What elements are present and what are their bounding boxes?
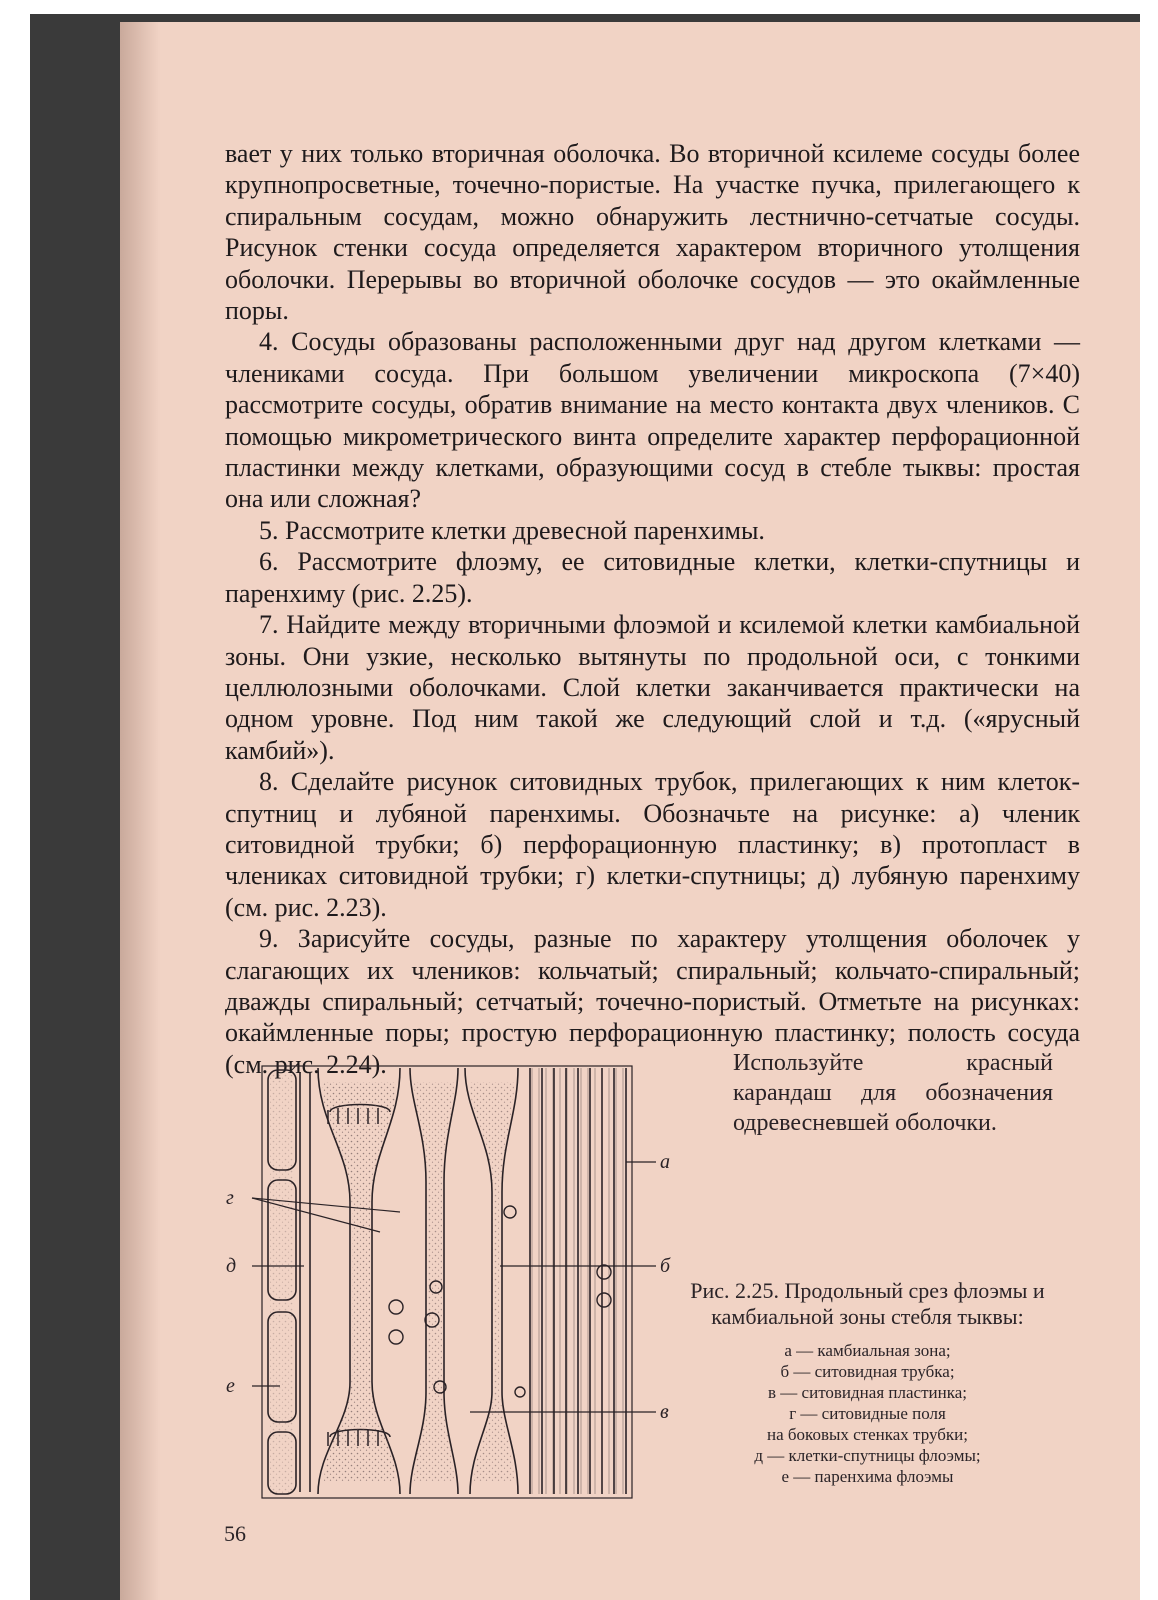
paragraph-step-5: 5. Рассмотрите клетки древесной паренхимы.: [259, 515, 765, 545]
label-g: г: [226, 1187, 234, 1209]
label-b: б: [660, 1255, 671, 1277]
legend-item: г — ситовидные поля: [789, 1404, 946, 1423]
paragraph-step-4: 4. Сосуды образованы расположенными друг над другом клетками — члениками сосуда. При большом увеличении микроскопа (7×40) рассмотрите сосуды, обратив внимание на место контакта двух члеников. С помощью микрометрического винта определите характер перфорационной пластинки между клетками, образующими сосуд в стебле тыквы: простая она или сложная?: [225, 327, 1080, 514]
page-fold-shadow: [120, 22, 160, 1600]
legend-item: а — камбиальная зона;: [784, 1341, 951, 1360]
label-a: а: [660, 1151, 670, 1173]
paragraph-step-8: 8. Сделайте рисунок ситовидных трубок, прилегающих к ним клеток-спутниц и лубяной паренхимы. Обозначьте на рисунке: а) членик ситовидной трубки; б) перфорационную пластинку; в) протопласт в члениках ситовидной трубки; г) клетки-спутницы; д) лубяную паренхиму (см. рис. 2.23).: [225, 767, 1080, 922]
caption-title: Рис. 2.25. Продольный срез флоэмы и камбиальной зоны стебля тыквы:: [690, 1278, 1045, 1329]
main-text: [225, 138, 1080, 1080]
paragraph-step-7: 7. Найдите между вторичными флоэмой и ксилемой клетки камбиальной зоны. Они узкие, несколько вытянуты по продольной оси, с тонкими целлюлозными оболочками. Слой клетки заканчивается практически на одном уровне. Под ним такой же следующий слой и т.д. («ярусный камбий»).: [225, 610, 1080, 765]
figure-phloem-section: [200, 1062, 680, 1502]
sidenote: [733, 1048, 1053, 1138]
label-d: д: [226, 1255, 237, 1277]
paragraph-continuation: вает у них только вторичная оболочка. Во вторичной ксилеме сосуды более крупнопросветные, точечно-пористые. На участке пучка, прилегающего к спиральным сосудам, можно обнаружить лестнично-сетчатые сосуды. Рисунок стенки сосуда определяется характером вторичного утолщения оболочки. Перерывы во вторичной оболочке сосудов — это окаймленные поры.: [225, 139, 1080, 326]
legend-item: д — клетки-спутницы флоэмы;: [754, 1446, 981, 1465]
page-number: 56: [224, 1521, 246, 1546]
legend-item: на боковых стенках трубки;: [767, 1425, 968, 1444]
cambial-zone-hatching: [530, 1068, 626, 1494]
label-e: е: [226, 1375, 235, 1397]
legend-item: б — ситовидная трубка;: [780, 1362, 955, 1381]
companion-cell-wall: [300, 1072, 310, 1492]
paragraph-step-9: 9. Зарисуйте сосуды, разные по характеру утолщения оболочек у слагающих их члеников: кольчатый; спиральный; кольчато-спиральный; дважды спиральный; сетчатый; точечно-пористый. Отметьте на рисунках: окаймленные поры; простую перфорационную пластинку; полость сосуда (см. рис. 2.24).: [225, 924, 1080, 1079]
sidenote-text: Используйте красный карандаш для обозначения одревесневшей оболочки.: [733, 1050, 1053, 1136]
figure-caption: [690, 1278, 1045, 1487]
legend-item: е — паренхима флоэмы: [781, 1467, 954, 1486]
legend-item: в — ситовидная пластинка;: [768, 1383, 967, 1402]
paragraph-step-6: 6. Рассмотрите флоэму, ее ситовидные клетки, клетки-спутницы и паренхиму (рис. 2.25).: [225, 547, 1080, 608]
label-v: в: [660, 1401, 669, 1423]
phloem-drawing: [200, 1062, 680, 1502]
